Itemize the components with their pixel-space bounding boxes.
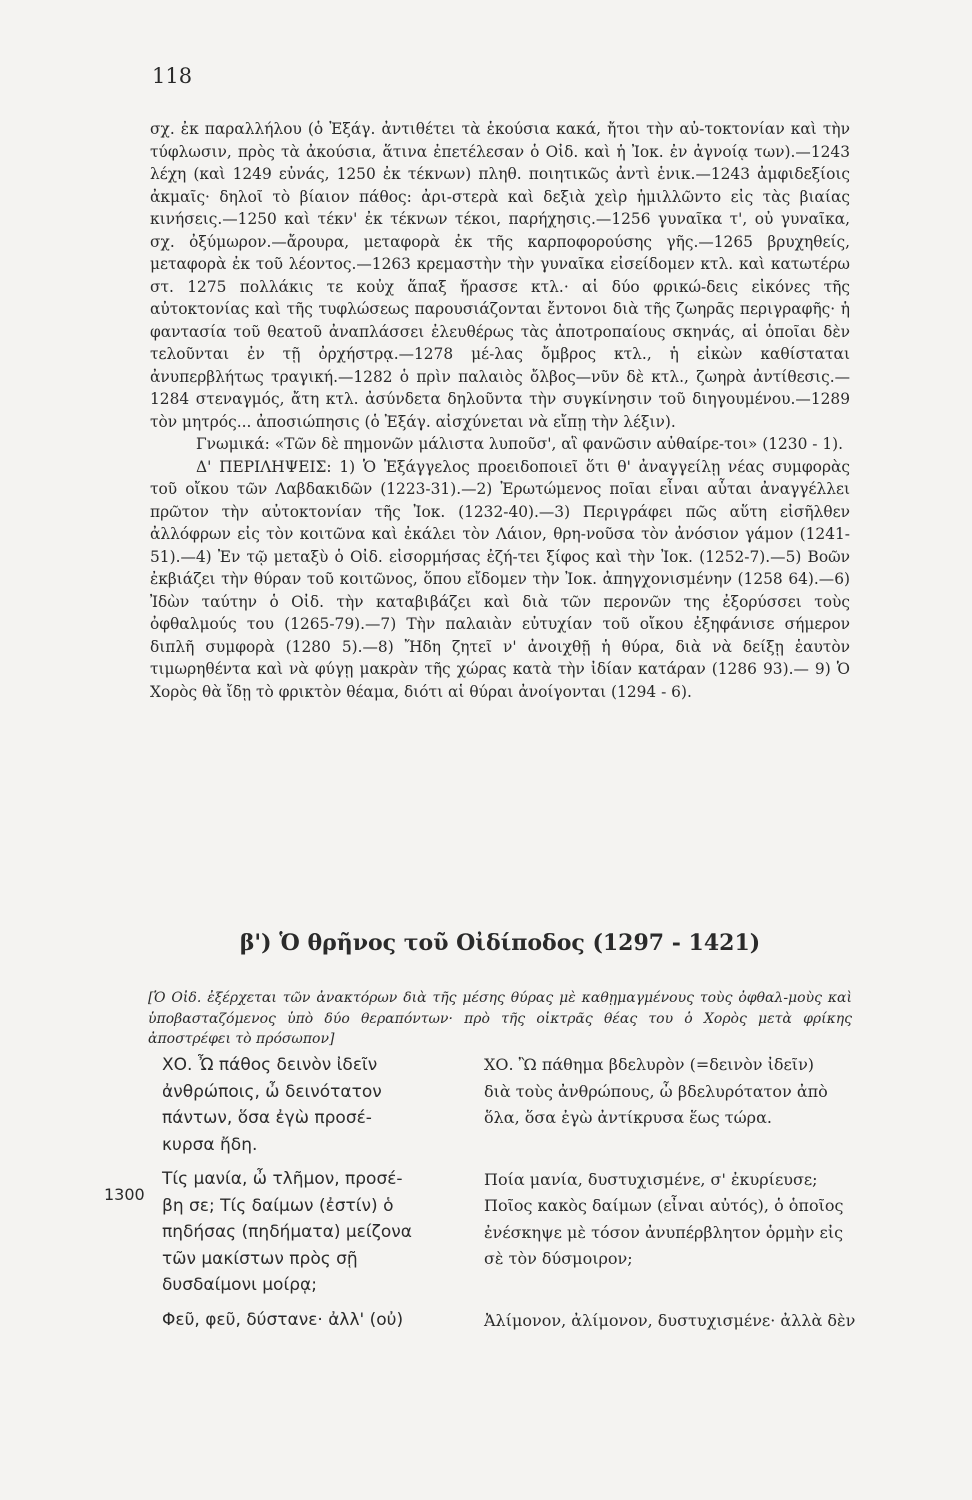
greek-line: ἀνθρώποις, ὦ δεινότατον [162,1081,382,1102]
translation-line: ὅλα, ὅσα ἐγὼ ἀντίκρυσα ἕως τώρα. [484,1108,772,1127]
translation-line: Ποῖος κακὸς δαίμων (εἶναι αὐτός), ὁ ὁποῖος [484,1196,844,1215]
translation-line: σὲ τὸν δύσμοιρον; [484,1249,633,1268]
greek-line: πηδήσας (πηδήματα) μείζονα [162,1222,412,1242]
translation-line: ΧΟ. Ὢ πάθημα βδελυρὸν (=δεινὸν ἰδεῖν) [484,1055,815,1074]
translation-line: διὰ τοὺς ἀνθρώπους, ὦ βδελυρότατον ἀπὸ [484,1081,828,1101]
translation-line: ἐνέσκηψε μὲ τόσον ἀνυπέρβλητον ὁρμὴν εἰς [484,1222,844,1242]
translation-line: Ποία μανία, δυστυχισμένε, σ' ἐκυρίευσε; [484,1169,818,1189]
greek-block [162,1052,464,1158]
translation-column [484,1052,854,1342]
stage-direction: [Ὁ Οἰδ. ἐξέρχεται τῶν ἀνακτόρων διὰ τῆς μέσης θύρας μὲ καθῃμαγμένους τοὺς ὀφθαλ-μοὺς καὶ ὑποβασταζόμενος ὑπὸ δύο θεραπόντων· πρὸ τῆς οἰκτρᾶς θέας του ὁ Χορὸς μετὰ φρίκης ἀποστρέφει τὸ πρόσωπον] [148,990,852,1048]
greek-line: τῶν μακίστων πρὸς σῇ [162,1248,358,1269]
greek-block [162,1166,464,1299]
section-title: β') Ὁ θρῆνος τοῦ Οἰδίποδος (1297 - 1421) [239,930,761,956]
translation-block [484,1308,854,1335]
greek-block [162,1307,464,1334]
gnomika-paragraph: Γνωμικά: «Τῶν δὲ πημονῶν μάλιστα λυποῦσ', αἳ φανῶσιν αὐθαίρε-τοι» (1230 - 1). [196,435,844,453]
greek-line: ΧΟ. Ὦ πάθος δεινὸν ἰδεῖν [162,1055,378,1075]
verse-line-number: 1300 [104,1185,145,1204]
greek-line: βη σε; Τίς δαίμων (ἐστίν) ὁ [162,1195,394,1216]
page-number: 118 [152,64,193,88]
greek-line: κυρσα ἤδη. [162,1134,258,1155]
translation-block [484,1052,854,1132]
translation-block [484,1167,854,1273]
greek-text-column [162,1052,464,1341]
summaries-paragraph: Δ' ΠΕΡΙΛΗΨΕΙΣ: 1) Ὁ Ἐξάγγελος προειδοποιεῖ ὅτι θ' ἀναγγείλῃ νέας συμφορὰς τοῦ οἴκου τῶν Λαβδακιδῶν (1223-31).—2) Ἐρωτώμενος ποῖαι εἶναι αὗται ἀναγγέλλει πρῶτον τὴν αὐτοκτονίαν τῆς Ἰοκ. (1232-40).—3) Περιγράφει πῶς αὕτη εἰσῆλθεν ἀλλόφρων εἰς τὸν κοιτῶνα καὶ ἐκάλει τὸν Λάιον, θρη-νοῦσα τὸν ἀνόσιον γάμον (1241-51).—4) Ἐν τῷ μεταξὺ ὁ Οἰδ. εἰσορμήσας ἐζή-τει ξίφος καὶ τὴν Ἰοκ. (1252-7).—5) Βοῶν ἐκβιάζει τὴν θύραν τοῦ κοιτῶνος, ὅπου εἴδομεν τὴν Ἰοκ. ἀπηγχονισμένην (1258 64).—6) Ἰδὼν ταύτην ὁ Οἰδ. τὴν καταβιβάζει καὶ διὰ τῶν περονῶν της ἐξορύσσει τοὺς ὀφθαλμούς του (1265-79).—7) Τὴν παλαιὰν εὐτυχίαν τοῦ οἴκου ἐξηφάνισε σήμερον διπλῆ συμφορὰ (1280 5).—8) Ἤδη ζητεῖ ν' ἀνοιχθῇ ἡ θύρα, διὰ νὰ δείξῃ ἑαυτὸν τιμωρηθέντα καὶ νὰ φύγῃ μακρὰν τῆς χώρας κατὰ τὴν ἰδίαν κατάραν (1286 93).— 9) Ὁ Χορὸς θὰ ἴδῃ τὸ φρικτὸν θέαμα, διότι αἱ θύραι ἀνοίγονται (1294 - 6). [150,457,850,701]
commentary-notes [150,118,850,703]
greek-line: δυσδαίμονι μοίρᾳ; [162,1275,317,1295]
greek-line: Φεῦ, φεῦ, δύστανε· ἀλλ' (οὐ) [162,1309,404,1330]
translation-line: Ἀλίμονον, ἀλίμονον, δυστυχισμένε· ἀλλὰ δὲν [484,1310,856,1330]
notes-paragraph: σχ. ἐκ παραλλήλου (ὁ Ἐξάγ. ἀντιθέτει τὰ ἑκούσια κακά, ἤτοι τὴν αὐ-τοκτονίαν καὶ τὴν τύφλωσιν, πρὸς τὰ ἀκούσια, ἅτινα ἐπετέλεσαν ὁ Οἰδ. καὶ ἡ Ἰοκ. ἐν ἀγνοίᾳ των).—1243 λέχη (καὶ 1249 εὐνάς, 1250 ἐκ τέκνων) πληθ. ποιητικῶς ἀντὶ ἑνικ.—1243 ἀμφιδεξίοις ἀκμαῖς· δηλοῖ τὸ βίαιον πάθος: ἀρι-στερὰ καὶ δεξιὰ χεὶρ ἡμιλλῶντο εἰς τὰς βιαίας κινήσεις.—1250 καὶ τέκν' ἐκ τέκνων τέκοι, παρήχησις.—1256 γυναῖκα τ', οὐ γυναῖκα, σχ. ὀξύμωρον.—ἄρουρα, μεταφορὰ ἐκ τῆς καρποφορούσης γῆς.—1265 βρυχηθείς, μεταφορὰ ἐκ τοῦ λέοντος.—1263 κρεμαστὴν τὴν γυναῖκα εἰσείδομεν κτλ. καὶ κατωτέρω στ. 1275 πολλάκις τε κοὐχ ἅπαξ ἤρασσε κτλ.· αἱ δύο φρικώ-δεις εἰκόνες τῆς αὐτοκτονίας καὶ τῆς τυφλώσεως παρουσιάζονται ἔντονοι διὰ τῆς ζωηρᾶς περιγραφῆς· ἡ φαντασία τοῦ θεατοῦ ἀναπλάσσει ἐλευθέρως τὰς ἀποτροπαίους σκηνάς, αἱ ὁποῖαι δὲν τελοῦνται ἐν τῇ ὀρχήστρᾳ.—1278 μέ-λας ὄμβρος κτλ., ἡ εἰκὼν καθίσταται ἀνυπερβλήτως τραγική.—1282 ὁ πρὶν παλαιὸς ὄλβος—νῦν δὲ κτλ., ζωηρὰ ἀντίθεσις.—1284 στεναγμός, ἄτη κτλ. ἀσύνδετα δηλοῦντα τὴν συγκίνησιν τοῦ διηγουμένου.—1289 τὸν μητρός... ἀποσιώπησις (ὁ Ἐξάγ. αἰσχύνεται νὰ εἴπῃ τὴν λέξιν). [150,120,850,431]
greek-line: πάντων, ὅσα ἐγὼ προσέ- [162,1108,372,1128]
greek-line: Τίς μανία, ὦ τλῆμον, προσέ- [162,1169,403,1189]
